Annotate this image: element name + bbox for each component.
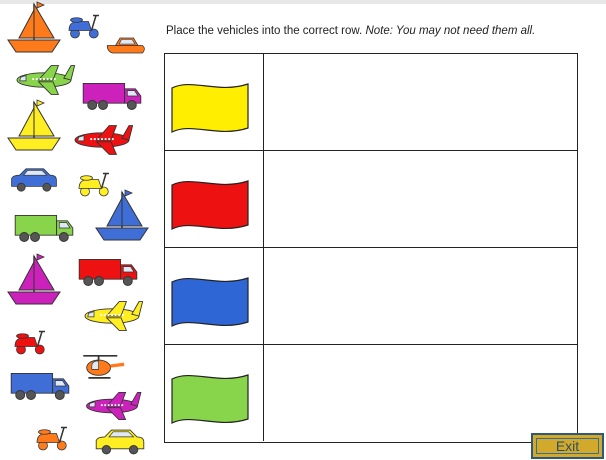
helicopter-icon[interactable]: [83, 356, 124, 378]
body: [69, 22, 92, 31]
yellow-flag-shape: [172, 84, 248, 132]
sail: [19, 108, 34, 136]
yellow-flag-icon: [170, 80, 250, 136]
drop-zone-green[interactable]: [263, 345, 577, 441]
window: [90, 138, 92, 140]
window: [50, 78, 52, 80]
wheel: [95, 277, 104, 286]
sail: [34, 102, 54, 136]
window: [100, 314, 102, 316]
window: [101, 138, 103, 140]
window: [94, 138, 96, 140]
car-icon[interactable]: [96, 430, 144, 454]
hull: [8, 40, 60, 52]
sail: [19, 10, 34, 38]
window: [32, 78, 34, 80]
tail: [64, 66, 75, 80]
sail: [107, 198, 122, 226]
seat: [17, 334, 29, 339]
window: [108, 404, 110, 406]
instructions: [166, 25, 535, 37]
wheel: [59, 233, 68, 242]
window: [111, 314, 113, 316]
wheel: [84, 277, 93, 286]
window: [104, 314, 106, 316]
wheel: [55, 391, 64, 400]
truck-icon[interactable]: [83, 83, 141, 109]
wheel: [127, 101, 136, 110]
tail: [132, 302, 143, 316]
hull: [8, 292, 60, 304]
seat: [71, 18, 83, 23]
row-blue: [165, 248, 577, 345]
row-yellow: [165, 54, 577, 151]
body: [15, 338, 38, 347]
green-flag-icon: [170, 371, 250, 427]
plane-icon[interactable]: [17, 66, 75, 95]
instructions-note: Note: You may not need them all.: [365, 25, 536, 37]
hull: [96, 228, 148, 240]
red-flag-icon: [170, 177, 250, 233]
wheel: [31, 233, 40, 242]
window: [111, 404, 113, 406]
blue-flag-shape: [172, 278, 248, 326]
windshield: [119, 40, 135, 45]
pennant: [37, 254, 44, 260]
truck-icon[interactable]: [15, 215, 73, 241]
window: [104, 404, 106, 406]
window: [43, 78, 45, 80]
tail: [131, 392, 141, 406]
hull: [8, 138, 60, 150]
wheel: [20, 233, 29, 242]
stem: [60, 428, 65, 443]
wheel: [17, 183, 25, 191]
wheel: [27, 391, 36, 400]
window: [118, 314, 120, 316]
pennant: [37, 2, 44, 8]
window: [107, 314, 109, 316]
sailboat-icon[interactable]: [96, 190, 148, 240]
sail: [122, 192, 142, 226]
plane-icon[interactable]: [87, 392, 141, 419]
stem: [102, 174, 107, 189]
tail-boom: [111, 364, 125, 366]
window: [115, 314, 117, 316]
window: [39, 78, 41, 80]
wheel: [43, 183, 51, 191]
wheel: [123, 277, 132, 286]
window: [36, 78, 38, 80]
sailboat-icon[interactable]: [8, 100, 60, 150]
flag-cell-red: [165, 151, 264, 247]
drop-zone-red[interactable]: [263, 151, 577, 247]
green-flag-shape: [172, 375, 248, 423]
scooter-icon[interactable]: [15, 332, 45, 355]
exit-button[interactable]: [531, 433, 604, 459]
drop-zone-blue[interactable]: [263, 248, 577, 344]
row-green: [165, 345, 577, 441]
pennant: [37, 100, 44, 106]
plane-icon[interactable]: [85, 302, 143, 331]
scooter-icon[interactable]: [69, 16, 99, 39]
scooter-icon[interactable]: [37, 428, 67, 451]
pennant: [125, 190, 132, 196]
window: [122, 314, 124, 316]
tail: [122, 126, 133, 140]
window: [121, 404, 123, 406]
car-icon[interactable]: [12, 169, 57, 191]
sail: [34, 256, 54, 290]
flag-cell-yellow: [165, 54, 264, 150]
drop-zone-yellow[interactable]: [263, 54, 577, 150]
stem: [38, 332, 43, 347]
body: [37, 434, 60, 443]
window: [118, 404, 120, 406]
window: [47, 78, 49, 80]
wheel: [102, 445, 111, 454]
sail: [34, 4, 54, 38]
body: [79, 180, 102, 189]
sorting-grid: [164, 53, 578, 443]
window: [114, 404, 116, 406]
window: [105, 138, 107, 140]
exit-label: Exit: [536, 438, 599, 454]
instructions-main: Place the vehicles into the correct row.: [166, 25, 363, 37]
flag-cell-green: [165, 345, 264, 441]
seat: [81, 176, 93, 181]
wheel: [88, 101, 97, 110]
blue-flag-icon: [170, 274, 250, 330]
row-red: [165, 151, 577, 248]
window: [108, 138, 110, 140]
sailboat-icon[interactable]: [8, 2, 60, 52]
window: [97, 138, 99, 140]
hull: [107, 46, 144, 54]
sail: [19, 262, 34, 290]
window: [54, 78, 56, 80]
wheel: [16, 391, 25, 400]
scooter-icon[interactable]: [79, 174, 109, 197]
window: [101, 404, 103, 406]
flag-cell-blue: [165, 248, 264, 344]
wheel: [129, 445, 138, 454]
wheel: [99, 101, 108, 110]
stem: [92, 16, 97, 31]
plane-icon[interactable]: [75, 126, 133, 155]
truck-icon[interactable]: [79, 259, 137, 285]
red-flag-shape: [172, 181, 248, 229]
sailboat-icon[interactable]: [8, 254, 60, 304]
window: [112, 138, 114, 140]
truck-icon[interactable]: [11, 373, 69, 399]
speedboat-icon[interactable]: [107, 38, 144, 53]
seat: [39, 430, 51, 435]
